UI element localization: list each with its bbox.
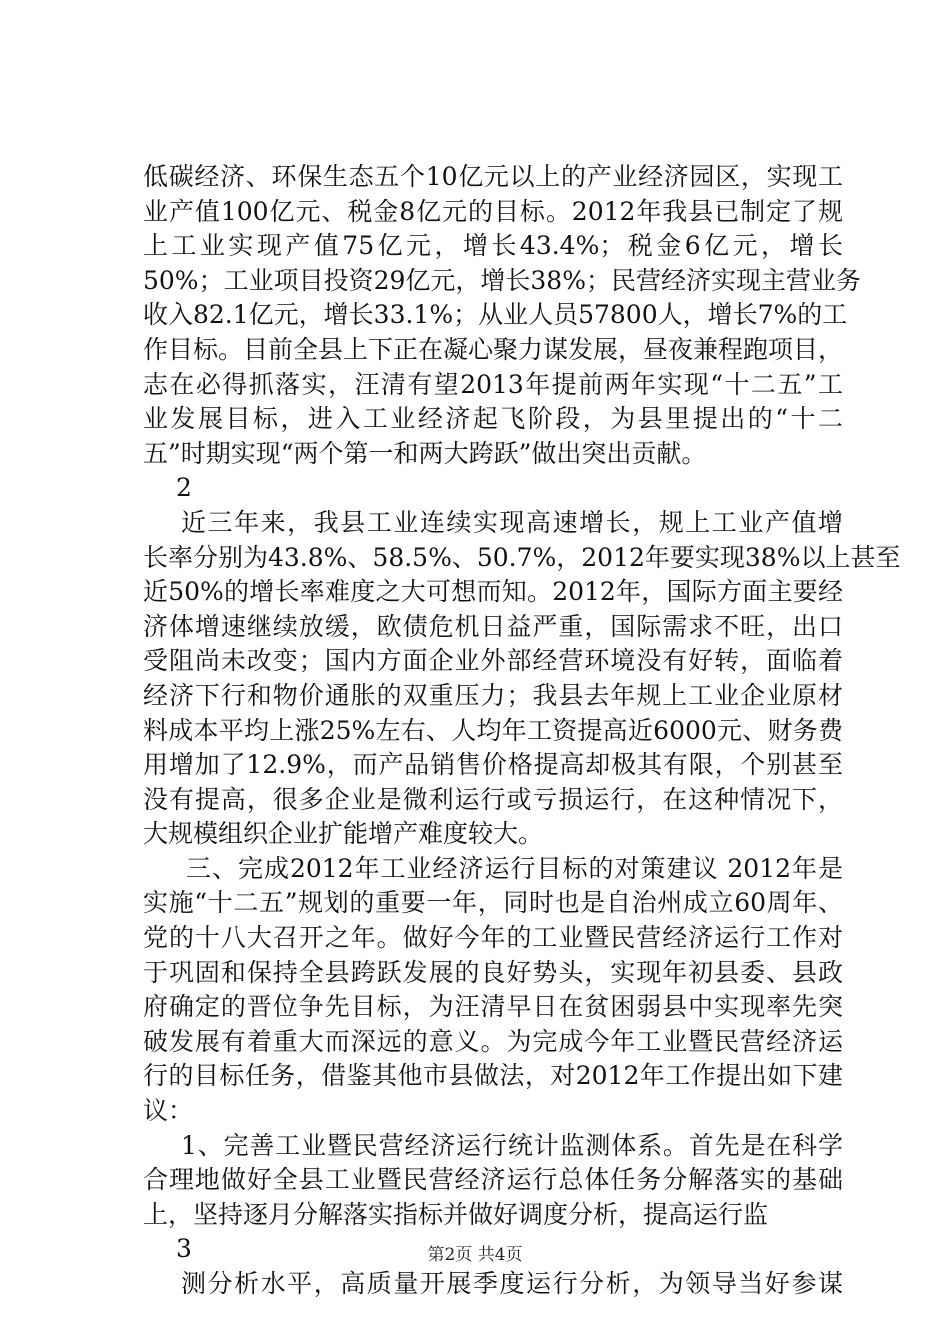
text-line: 济体增速继续放缓，欧债危机日益严重，国际需求不旺，出口 [143,611,843,641]
text-line: 破发展有着重大而深远的意义。为完成今年工业暨民营经济运 [143,1026,843,1056]
text-line: 业产值100亿元、税金8亿元的目标。2012年我县已制定了规 [143,196,843,226]
text-line: 受阻尚未改变；国内方面企业外部经营环境没有好转，面临着 [143,646,843,676]
text-line: 上工业实现产值75亿元，增长43.4%；税金6亿元，增长 [143,231,843,261]
page-marker: 3 [176,1234,192,1264]
paragraph-first-line: 近三年来，我县工业连续实现高速增长，规上工业产值增 [181,507,843,537]
text-line: 五”时期实现“两个第一和两大跨跃”做出突出贡献。 [143,438,707,468]
text-line: 经济下行和物价通胀的双重压力；我县去年规上工业企业原材 [143,680,843,710]
text-line: 志在必得抓落实，汪清有望2013年提前两年实现“十二五”工 [143,369,843,399]
text-line: 料成本平均上涨25%左右、人均年工资提高近6000元、财务费 [143,715,843,745]
text-line: 收入82.1亿元，增长33.1%；从业人员57800人，增长7%的工 [143,300,848,330]
text-line: 低碳经济、环保生态五个10亿元以上的产业经济园区，实现工 [143,162,843,191]
text-line: 大规模组织企业扩能增产难度较大。 [143,819,544,849]
paragraph-first-line: 1、完善工业暨民营经济运行统计监测体系。首先是在科学 [181,1130,843,1160]
text-line: 50%；工业项目投资29亿元，增长38%；民营经济实现主营业务 [143,265,861,295]
text-line: 党的十八大召开之年。做好今年的工业暨民营经济运行工作对 [143,923,843,953]
document-body [143,160,901,1302]
page-marker: 2 [176,473,192,503]
text-line: 府确定的晋位争先目标，为汪清早日在贫困弱县中实现率先突 [143,992,843,1022]
text-line: 议： [143,1096,194,1126]
text-line: 实施“十二五”规划的重要一年，同时也是自治州成立60周年、 [143,888,843,918]
text-line: 长率分别为43.8%、58.5%、50.7%，2012年要实现38%以上甚至 [143,542,901,572]
text-line: 用增加了12.9%，而产品销售价格提高却极其有限，个别甚至 [143,750,843,780]
text-line: 于巩固和保持全县跨跃发展的良好势头，实现年初县委、县政 [143,957,843,987]
text-line: 合理地做好全县工业暨民营经济运行总体任务分解落实的基础 [143,1165,843,1195]
text-line: 业发展目标，进入工业经济起飞阶段，为县里提出的“十二 [143,404,843,434]
text-line: 近50%的增长率难度之大可想而知。2012年，国际方面主要经 [143,577,843,607]
text-line: 作目标。目前全县上下正在凝心聚力谋发展，昼夜兼程跑项目， [143,334,844,364]
text-line: 没有提高，很多企业是微利运行或亏损运行，在这种情况下， [143,784,843,814]
page-footer: 第2页 共4页 [427,1245,523,1265]
section-heading-line: 三、完成2012年工业经济运行目标的对策建议 2012年是 [186,853,843,883]
text-line: 上，坚持逐月分解落实指标并做好调度分析，提高运行监 [143,1199,769,1229]
text-line: 测分析水平，高质量开展季度运行分析，为领导当好参谋 [181,1269,843,1298]
text-line: 行的目标任务，借鉴其他市县做法，对2012年工作提出如下建 [143,1061,843,1091]
